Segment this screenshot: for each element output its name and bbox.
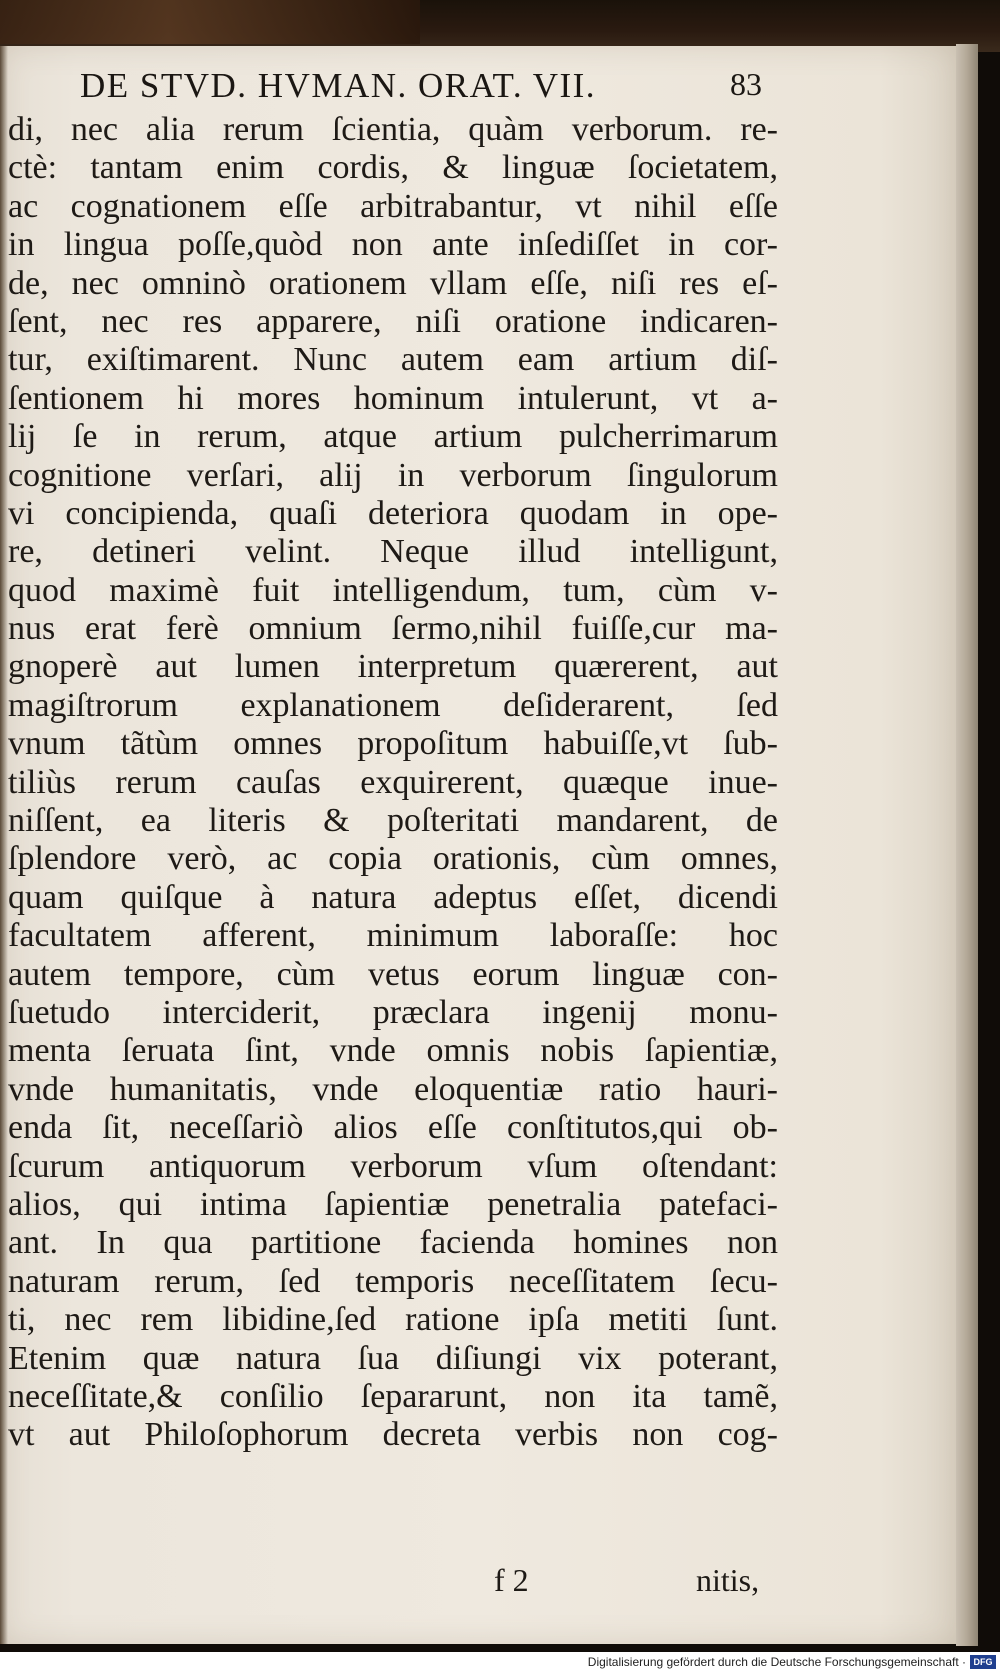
text-line: nus erat ferè omnium ſermo,nihil fuiſſe,cur ma- bbox=[8, 610, 778, 648]
text-line: di, nec alia rerum ſcientia, quàm verborum. re- bbox=[8, 111, 778, 148]
text-line: magiſtrorum explanationem deſiderarent, ſed bbox=[8, 686, 778, 724]
text-line: tur, exiſtimarent. Nunc autem eam artium diſ- bbox=[8, 341, 778, 379]
text-line: ti, nec rem libidine,ſed ratione ipſa metiti ſunt. bbox=[8, 1301, 778, 1339]
page-number: 83 bbox=[730, 66, 762, 102]
text-line: menta ſeruata ſint, vnde omnis nobis ſapientiæ, bbox=[8, 1032, 778, 1070]
text-line: re, detineri velint. Neque illud intelligunt, bbox=[8, 533, 778, 571]
page-gutter-shadow bbox=[0, 46, 8, 1644]
page-edge bbox=[956, 44, 978, 1646]
text-line: vi concipienda, quaſi deteriora quodam in ope- bbox=[8, 494, 778, 532]
body-text bbox=[8, 111, 778, 1455]
text-line: vnum tãtùm omnes propoſitum habuiſſe,vt ſub- bbox=[8, 725, 778, 763]
text-line: ant. In qua partitione facienda homines non bbox=[8, 1224, 778, 1262]
text-line: tiliùs rerum cauſas exquirerent, quæque inue- bbox=[8, 763, 778, 801]
text-line: lij ſe in rerum, atque artium pulcherrimarum bbox=[8, 418, 778, 456]
text-line: quam quiſque à natura adeptus eſſet, dicendi bbox=[8, 878, 778, 916]
text-line: ſplendore verò, ac copia orationis, cùm omnes, bbox=[8, 840, 778, 878]
text-line: ac cognationem eſſe arbitrabantur, vt nihil eſſe bbox=[8, 187, 778, 225]
running-head: DE STVD. HVMAN. ORAT. VII. bbox=[80, 66, 597, 105]
dfg-logo-icon: DFG bbox=[970, 1655, 996, 1669]
text-line: ctè: tantam enim cordis, & linguæ ſocietatem, bbox=[8, 149, 778, 187]
page-footer bbox=[0, 1562, 780, 1602]
catchword: nitis, bbox=[696, 1562, 760, 1598]
text-line: niſſent, ea literis & poſteritati mandarent, de bbox=[8, 802, 778, 840]
text-line: alios, qui intima ſapientiæ penetralia patefaci- bbox=[8, 1185, 778, 1223]
book-cover-edge bbox=[0, 0, 420, 44]
text-line: quod maximè fuit intelligendum, tum, cùm v- bbox=[8, 571, 778, 609]
text-line: cognitione verſari, alij in verborum ſingulorum bbox=[8, 456, 778, 494]
text-line: ſcurum antiquorum verborum vſum oſtendant: bbox=[8, 1147, 778, 1185]
text-line: naturam rerum, ſed temporis neceſſitatem ſecu- bbox=[8, 1262, 778, 1300]
text-line: in lingua poſſe,quòd non ante inſediſſet in cor- bbox=[8, 226, 778, 264]
credit-bar bbox=[0, 1652, 1000, 1673]
text-line: neceſſitate,& conſilio ſepararunt, non ita tamẽ, bbox=[8, 1377, 778, 1415]
text-line: enda ſit, neceſſariò alios eſſe conſtitutos,qui ob- bbox=[8, 1109, 778, 1147]
text-line: facultatem afferent, minimum laboraſſe: hoc bbox=[8, 917, 778, 955]
text-line: vnde humanitatis, vnde eloquentiæ ratio hauri- bbox=[8, 1070, 778, 1108]
text-line: ſent, nec res apparere, niſi oratione indicaren- bbox=[8, 302, 778, 340]
text-line: ſuetudo interciderit, præclara ingenij monu- bbox=[8, 993, 778, 1031]
text-line: autem tempore, cùm vetus eorum linguæ con- bbox=[8, 955, 778, 993]
signature-mark: f 2 bbox=[494, 1562, 529, 1598]
funding-credit: Digitalisierung gefördert durch die Deutsche Forschungsgemeinschaft · bbox=[587, 1655, 966, 1669]
text-line: de, nec omninò orationem vllam eſſe, niſi res eſ- bbox=[8, 264, 778, 302]
text-line: Etenim quæ natura ſua diſiungi vix poterant, bbox=[8, 1339, 778, 1377]
text-line: gnoperè aut lumen interpretum quærerent, aut bbox=[8, 648, 778, 686]
text-line: vt aut Philoſophorum decreta verbis non cog- bbox=[8, 1416, 778, 1454]
text-line: ſentionem hi mores hominum intulerunt, vt a- bbox=[8, 379, 778, 417]
